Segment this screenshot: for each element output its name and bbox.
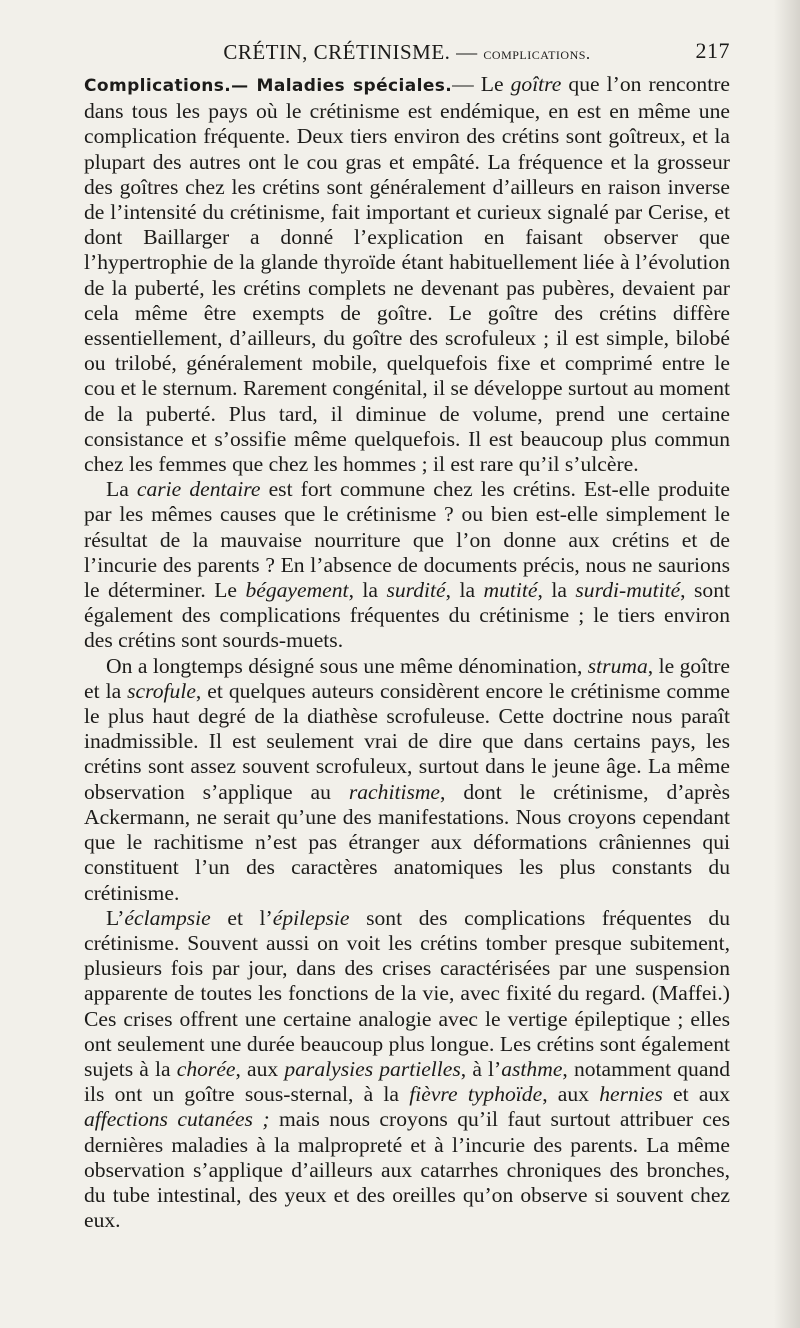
paragraph: [84, 72, 730, 477]
text-run: et l’: [210, 905, 273, 930]
text-run: , aux: [235, 1056, 285, 1081]
text-run: , la: [348, 578, 387, 603]
text-run: , dont le crétinisme, d’après Ackermann, ne serait qu’une des manifestations. Nous croyons cependant que le rachitisme n’est pas étranger aux déformations crâniennes qui constituent l’un des caractères anatomiques les plus constants du crétinisme.: [84, 779, 730, 905]
italic-term: paralysies partielles: [284, 1056, 461, 1081]
text-run: , à l’: [460, 1056, 502, 1081]
italic-term: épilepsie: [272, 905, 350, 930]
italic-term: mutité: [483, 578, 538, 603]
body-text: [84, 72, 730, 1233]
italic-term: goître: [510, 72, 562, 96]
text-run: mais nous croyons qu’il faut surtout attribuer ces dernières maladies à la malpropreté et à l’incurie des parents. La même observation s’applique d’ailleurs aux catarrhes chroniques des bronches, du tube intestinal, des yeux et des oreilles qu’on observe si souvent chez eux.: [84, 1107, 730, 1233]
text-run: , la: [537, 578, 576, 603]
text-run: On a longtemps désigné sous une même dénomination,: [106, 653, 588, 678]
italic-term: affections cutanées ;: [84, 1107, 270, 1132]
running-title: [84, 40, 730, 65]
italic-term: fièvre typhoïde: [409, 1082, 543, 1107]
italic-term: scrofule: [127, 678, 196, 703]
italic-term: bégayement: [245, 578, 349, 603]
text-run: est fort commune chez les crétins. Est-elle produite par les mêmes causes que le crétinisme ? ou bien est-elle simplement le résultat de la mauvaise nourriture que l’on donne aux crétins et de l’incurie des parents ? En l’absence de documents précis, nous ne saurions le déterminer. Le: [84, 477, 730, 603]
paragraph: [84, 477, 730, 653]
text-run: et aux: [662, 1082, 731, 1107]
page-edge-shadow: [774, 0, 800, 1328]
text-run: , sont également des complications fréquentes du crétinisme ; le tiers environ des crétins sont sourds-muets.: [84, 578, 731, 653]
italic-term: struma: [587, 653, 648, 678]
text-run: que l’on rencontre dans tous les pays où le crétinisme est endémique, en est en même une complication fréquente. Deux tiers environ des crétins sont goîtreux, et la plupart des autres ont le cou gras et empâté. La fréquence et la grosseur des goîtres chez les crétins sont généralement d’ailleurs en raison inverse de l’intensité du crétinisme, fait important et curieux signalé par Cerise, et dont Baillarger a donné l’explication en faisant observer que l’hypertrophie de la glande thyroïde étant habituellement liée à l’évolution de la puberté, les crétins complets ne devenant pas pubères, devaient par cela même être exempts de goître. Le goître des crétins diffère essentiellement, d’ailleurs, du goître des scrofuleux ; il est simple, bilobé ou trilobé, généralement mobile, quelquefois fixe et comprimé entre le cou et le sternum. Rarement congénital, il se développe surtout au moment de la puberté. Plus tard, il diminue de volume, prend une certaine consistance et s’ossifie même quelquefois. Il est beaucoup plus commun chez les femmes que chez les hommes ; il est rare qu’il s’ulcère.: [84, 72, 730, 477]
italic-term: éclampsie: [124, 905, 211, 930]
running-head: [84, 32, 730, 72]
text-run: sont des complications fréquentes du crétinisme. Souvent aussi on voit les crétins tomber presque subitement, plusieurs fois par jour, dans des crises caractérisées par une suspension apparente de toutes les fonctions de la vie, avec fixité du regard. (Maffei.) Ces crises offrent une certaine analogie avec le vertige épileptique ; elles ont seulement une durée beaucoup plus longue. Les crétins sont également sujets à la: [84, 905, 730, 1081]
text-run: , la: [445, 578, 484, 603]
page-number: 217: [695, 38, 730, 63]
italic-term: chorée: [176, 1056, 236, 1081]
italic-term: hernies: [599, 1082, 663, 1107]
section-title: complications.: [483, 44, 591, 63]
text-run: , aux: [542, 1082, 600, 1107]
chapter-title: CRÉTIN, CRÉTINISME.: [223, 40, 451, 64]
text-run: , et quelques auteurs considèrent encore le crétinisme comme le plus haut degré de la diathèse scrofuleuse. Cette doctrine nous paraît inadmissible. Il est seulement vrai de dire que dans certains pays, les crétins sont assez souvent scrofuleux, surtout dans le jeune âge. La même observation s’applique au: [84, 678, 731, 804]
italic-term: rachitisme: [348, 779, 441, 804]
italic-term: asthme: [501, 1056, 563, 1081]
italic-term: surdité: [386, 578, 446, 603]
italic-term: surdi-mutité: [575, 578, 681, 603]
rubric-heading: Complications.— Maladies spéciales.: [84, 76, 453, 96]
paragraph: [84, 654, 730, 906]
paragraph: [84, 906, 730, 1234]
text-run: , notamment quand ils ont un goître sous-sternal, à la: [84, 1056, 730, 1107]
text-run: , le goître et la: [84, 653, 730, 703]
italic-term: carie dentaire: [136, 477, 261, 502]
text-run: La: [106, 477, 137, 502]
title-dash: —: [456, 40, 478, 64]
text-run: L’: [106, 905, 125, 930]
text-run: — Le: [452, 72, 511, 96]
